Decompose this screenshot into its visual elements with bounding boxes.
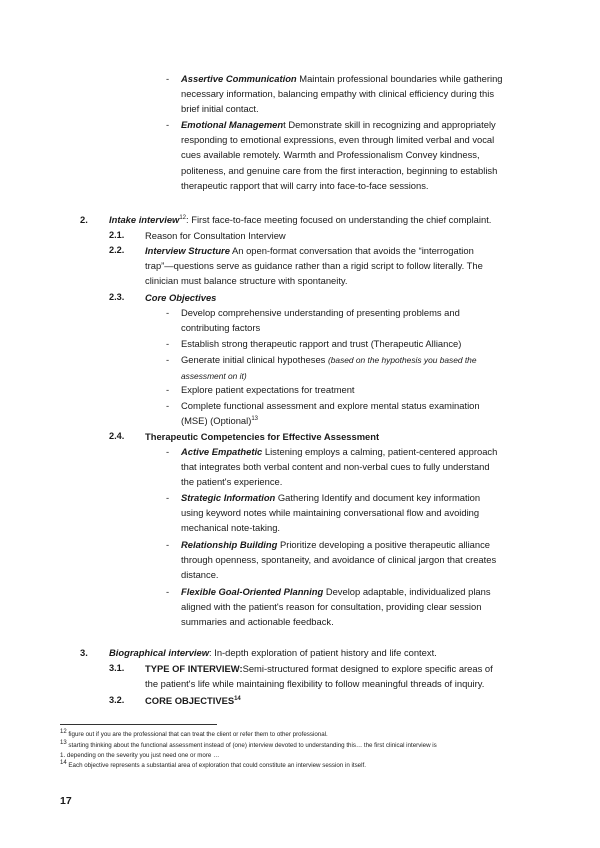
objective-text: Develop comprehensive understanding of presenting problems and <box>181 307 460 318</box>
bullet-dash: - <box>166 73 170 84</box>
objective-item <box>181 305 561 335</box>
competency-term: Active Empathetic <box>181 446 263 457</box>
section-title: Intake interview <box>109 214 180 225</box>
section-3-heading <box>109 645 569 660</box>
subsection-text: clinician must balance structure with spontaneity. <box>145 275 348 287</box>
bullet-text: t Demonstrate skill in recognizing and appropriately <box>283 119 496 130</box>
bullet-text: therapeutic rapport that will carry into face-to-face sessions. <box>181 179 429 191</box>
competency-item <box>181 584 566 630</box>
competency-text: through openness, spontaneity, and avoidance of clinical jargon that creates <box>181 554 497 566</box>
subsection-2-2 <box>145 243 570 289</box>
competency-text: Prioritize developing a positive therapeutic alliance <box>277 539 490 550</box>
objective-text: Complete functional assessment and explore mental status examination <box>181 400 480 411</box>
footnote-ref: 12 <box>179 214 187 221</box>
section-number: 2. <box>80 214 88 225</box>
subsection-term: Interview Structure <box>145 245 230 256</box>
objective-item: Establish strong therapeutic rapport and trust (Therapeutic Alliance) <box>181 338 462 349</box>
competency-item <box>181 444 566 490</box>
footnote-ref: 14 <box>234 695 241 702</box>
subsection-number: 2.4. <box>109 431 125 441</box>
bullet-dash: - <box>166 119 170 130</box>
competency-term: Relationship Building <box>181 539 278 550</box>
footnote-text: figure out if you are the professional that can treat the client or refer them to other professional. <box>66 731 328 738</box>
footnote <box>60 728 560 740</box>
section-description: : In-depth exploration of patient history and life context. <box>209 647 437 658</box>
bullet-dash: - <box>166 307 170 318</box>
subsection-text: the patient's life while maintaining flexibility to follow meaningful threads of inquiry. <box>145 678 485 690</box>
subsection-3-2 <box>145 693 241 708</box>
bullet-dash: - <box>166 384 170 395</box>
bullet-emotional-management <box>181 117 561 193</box>
subsection-number: 3.2. <box>109 695 125 705</box>
competency-term: Flexible Goal-Oriented Planning <box>181 586 324 597</box>
subsection-text: trap”—questions serve as guidance rather than a rigid script to follow literally. The <box>145 260 483 272</box>
footnote-separator <box>60 724 217 725</box>
bullet-dash: - <box>166 586 170 597</box>
objective-text: Generate initial clinical hypotheses <box>181 354 328 365</box>
competency-item <box>181 490 566 536</box>
bullet-term: Emotional Managemen <box>181 119 284 130</box>
section-2-heading <box>109 212 569 227</box>
competency-text: mechanical note-taking. <box>181 522 281 534</box>
section-title: Biographical interview <box>109 647 210 658</box>
bullet-term: Assertive Communication <box>181 73 297 84</box>
bullet-dash: - <box>166 354 170 365</box>
subsection-label: TYPE OF INTERVIEW: <box>145 663 243 674</box>
bullet-dash: - <box>166 446 170 457</box>
bullet-text: cues available remotely. Warmth and Professionalism Convey kindness, <box>181 149 480 161</box>
subsection-text: An open-format conversation that avoids the “interrogation <box>229 245 474 256</box>
section-number: 3. <box>80 647 88 658</box>
bullet-dash: - <box>166 338 170 349</box>
competency-text: aligned with the patient's reason for consultation, providing clear session <box>181 601 482 613</box>
footnote-text: 1. depending on the severity you just need one or more … <box>60 752 220 759</box>
objective-text: (MSE) (Optional) <box>181 415 252 427</box>
bullet-text: necessary information, balancing empathy with clinical efficiency during this <box>181 88 495 100</box>
objective-item: Explore patient expectations for treatment <box>181 384 355 395</box>
competency-text: using keyword notes while maintaining conversational flow and avoiding <box>181 507 480 519</box>
competency-text: distance. <box>181 569 219 581</box>
competency-text: summaries and actionable feedback. <box>181 616 334 628</box>
competency-term: Strategic Information <box>181 492 276 503</box>
bullet-text: responding to emotional expressions, even through limited verbal and vocal <box>181 134 495 146</box>
objective-text: contributing factors <box>181 322 261 334</box>
subsection-2-3-title: Core Objectives <box>145 292 217 303</box>
competency-text: that integrates both verbal content and non-verbal cues to fully understand <box>181 461 490 473</box>
objective-note: assessment on it) <box>181 371 247 382</box>
bullet-dash: - <box>166 400 170 411</box>
page-number: 17 <box>60 795 72 807</box>
footnote <box>60 752 560 761</box>
subsection-text: Semi-structured format designed to explore specific areas of <box>242 663 493 674</box>
objective-item <box>181 352 561 384</box>
subsection-number: 2.3. <box>109 292 125 302</box>
bullet-text: brief initial contact. <box>181 103 259 115</box>
competency-item <box>181 537 566 583</box>
footnote-number: 12 <box>60 728 67 735</box>
subsection-label: CORE OBJECTIVES <box>145 695 235 706</box>
bullet-dash: - <box>166 539 170 550</box>
section-description: : First face-to-face meeting focused on understanding the chief complaint. <box>186 214 492 225</box>
footnote-text: Each objective represents a substantial area of exploration that could constitute an interview session in itself. <box>66 762 366 769</box>
footnote-number: 13 <box>60 739 67 746</box>
bullet-text: Maintain professional boundaries while gathering <box>296 73 503 84</box>
competency-text: Listening employs a calming, patient-centered approach <box>262 446 498 457</box>
footnote-ref: 13 <box>251 416 259 423</box>
subsection-3-1 <box>145 661 575 691</box>
competency-text: Gathering Identify and document key information <box>275 492 481 503</box>
subsection-number: 3.1. <box>109 663 125 673</box>
competency-text: Develop adaptable, individualized plans <box>323 586 491 597</box>
bullet-text: politeness, and genuine care from the first interaction, beginning to establish <box>181 164 498 176</box>
footnote-number: 14 <box>60 759 67 766</box>
subsection-number: 2.2. <box>109 245 125 255</box>
footnote <box>60 739 560 751</box>
bullet-assertive-communication <box>181 71 561 117</box>
footnote-text: starting thinking about the functional assessment instead of (one) interview devoted to understanding this… the first clinical interview is <box>66 742 437 749</box>
subsection-2-4-title: Therapeutic Competencies for Effective Assessment <box>145 431 380 442</box>
subsection-number: 2.1. <box>109 230 125 240</box>
footnote <box>60 759 560 771</box>
subsection-2-1: Reason for Consultation Interview <box>145 230 286 241</box>
bullet-dash: - <box>166 492 170 503</box>
objective-note: (based on the hypothesis you based the <box>327 355 477 365</box>
competency-text: the patient's experience. <box>181 476 283 488</box>
objective-item <box>181 398 561 428</box>
